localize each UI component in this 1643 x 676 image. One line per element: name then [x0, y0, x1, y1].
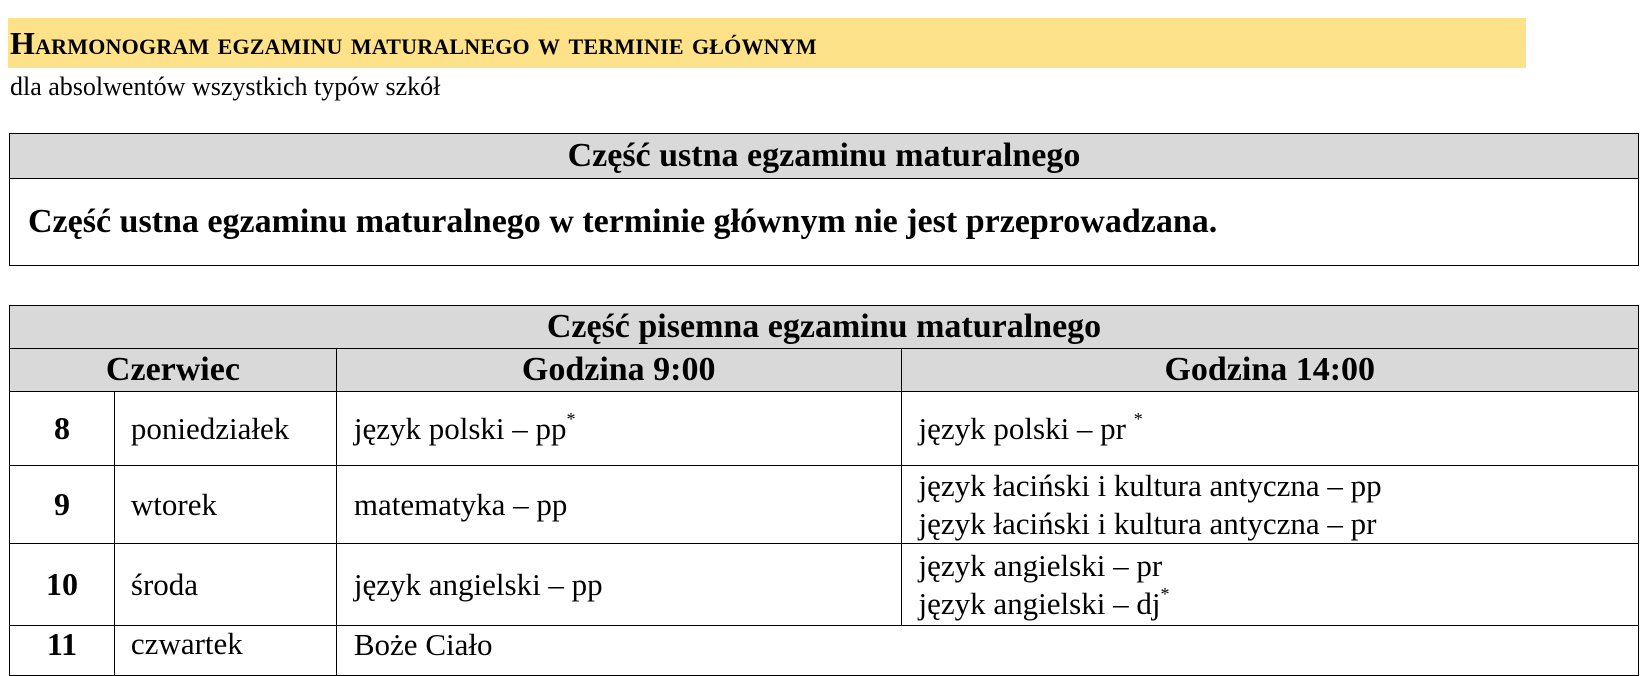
page-subtitle: dla absolwentów wszystkich typów szkół	[10, 72, 441, 101]
written-exam-table	[9, 305, 1639, 676]
footnote-mark: *	[566, 408, 576, 429]
oral-exam-heading: Część ustna egzaminu maturalnego	[10, 134, 1639, 179]
morning-exam	[336, 392, 901, 466]
afternoon-exam	[901, 544, 1638, 626]
morning-exam	[336, 466, 901, 544]
exam-text: matematyka – pp	[353, 486, 568, 522]
exam-text: język angielski – pp	[353, 566, 603, 602]
weekday: czwartek	[114, 626, 336, 676]
day-number: 9	[10, 466, 115, 544]
footnote-mark: *	[1133, 408, 1143, 429]
footnote-mark: *	[1160, 583, 1170, 604]
exam-text-with-mark	[919, 585, 1638, 623]
weekday: środa	[114, 544, 336, 626]
holiday-note: Boże Ciało	[336, 626, 1638, 676]
exam-text: język angielski – dj	[918, 585, 1161, 621]
oral-exam-message: Część ustna egzaminu maturalnego w terminie głównym nie jest przeprowadzana.	[10, 179, 1639, 266]
weekday: poniedziałek	[114, 392, 336, 466]
exam-text: język polski – pr	[918, 410, 1134, 446]
day-number: 11	[10, 626, 115, 676]
afternoon-exam	[901, 466, 1638, 544]
written-exam-heading: Część pisemna egzaminu maturalnego	[10, 306, 1639, 349]
oral-exam-table	[9, 133, 1639, 266]
page-title: Harmonogram egzaminu maturalnego w terminie głównym	[10, 25, 817, 61]
table-row	[10, 626, 1639, 676]
afternoon-exam	[901, 392, 1638, 466]
weekday: wtorek	[114, 466, 336, 544]
morning-exam	[336, 544, 901, 626]
column-header-morning: Godzina 9:00	[336, 349, 901, 392]
table-row	[10, 544, 1639, 626]
column-header-month: Czerwiec	[10, 349, 337, 392]
exam-text: język angielski – pr	[918, 547, 1163, 583]
column-header-afternoon: Godzina 14:00	[901, 349, 1638, 392]
table-row	[10, 466, 1639, 544]
day-number: 10	[10, 544, 115, 626]
exam-text: język łaciński i kultura antyczna – pp	[918, 467, 1382, 503]
exam-text: język łaciński i kultura antyczna – pr	[918, 505, 1377, 541]
exam-text: język polski – pp	[353, 410, 567, 446]
day-number: 8	[10, 392, 115, 466]
table-row	[10, 392, 1639, 466]
